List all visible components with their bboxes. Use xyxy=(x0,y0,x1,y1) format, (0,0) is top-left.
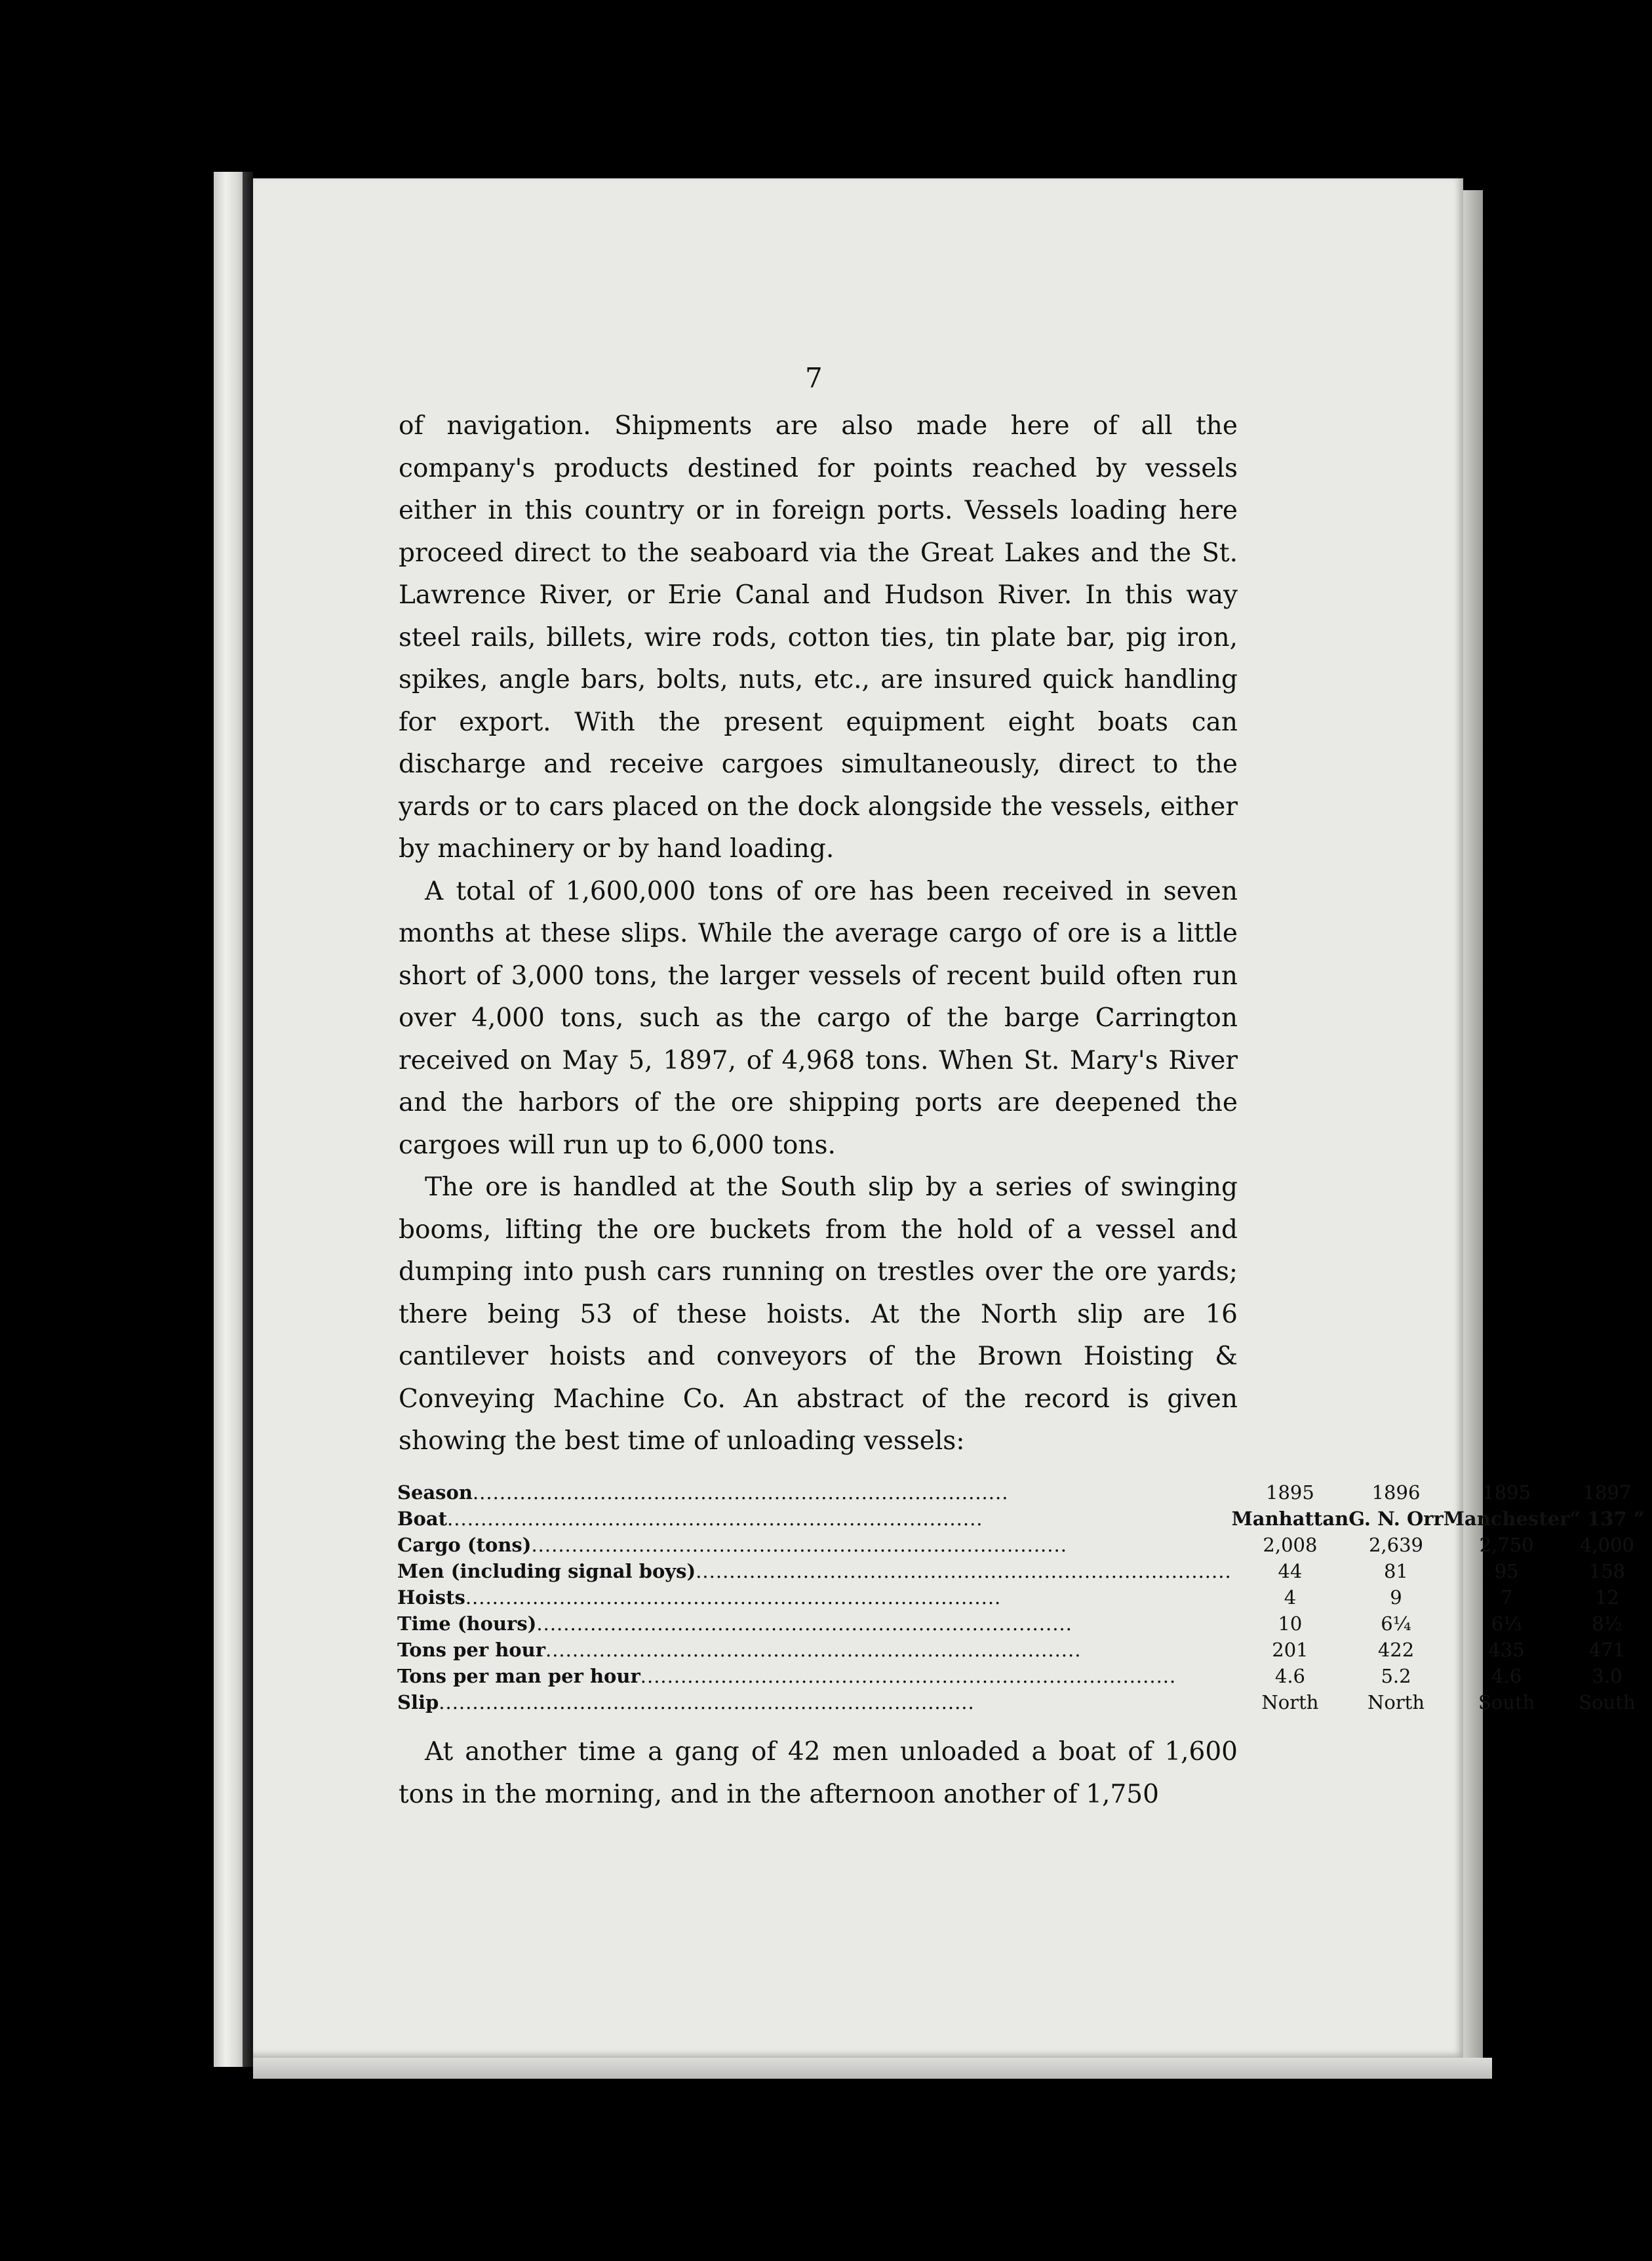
table-cell: 12 xyxy=(1595,1586,1619,1609)
table-row xyxy=(397,1637,1645,1663)
dot-leader: ................................................................................ xyxy=(536,1612,1072,1635)
table-cell: 1895 xyxy=(1266,1481,1314,1504)
table-cell: 3.0 xyxy=(1592,1665,1622,1687)
body-text-continued xyxy=(399,1731,1238,1816)
table-cell: 4 xyxy=(1284,1586,1297,1609)
table-cell: 4.6 xyxy=(1491,1665,1522,1687)
paragraph-2: A total of 1,600,000 tons of ore has been received in seven months at these slips. While the average cargo of ore is a little short of 3,000 tons, the larger vessels of recent build often run over 4,000 tons, such as the cargo of the barge Carrington received on May 5, 1897, of 4,968 tons. When St. Mary's River and the harbors of the ore shipping ports are deepened the cargoes will run up to 6,000 tons. xyxy=(399,876,1238,1160)
table-cell: 10 xyxy=(1278,1612,1303,1635)
dot-leader: ................................................................................ xyxy=(696,1560,1232,1582)
table-cell: G. N. Orr xyxy=(1348,1508,1444,1530)
table-cell: 201 xyxy=(1272,1639,1308,1661)
closing-paragraph: At another time a gang of 42 men unloaded a boat of 1,600 tons in the morning, and in the afternoon another of 1,750 xyxy=(399,1737,1238,1809)
table-cell: 158 xyxy=(1588,1560,1626,1582)
page-number: 7 xyxy=(805,362,823,394)
row-label: Hoists................................................................................ xyxy=(397,1586,1002,1609)
table-cell: 2,008 xyxy=(1263,1534,1318,1556)
table-cell: 1897 xyxy=(1583,1481,1632,1504)
row-label: Tons per hour................................................................................ xyxy=(397,1639,1082,1661)
table-cell: 6¼ xyxy=(1381,1612,1411,1635)
page-edge-right xyxy=(1463,190,1483,2066)
table-cell: 4.6 xyxy=(1274,1665,1305,1687)
table-cell: North xyxy=(1261,1691,1319,1713)
table-cell: 1896 xyxy=(1371,1481,1421,1504)
table-row xyxy=(397,1689,1645,1715)
row-label: Men (including signal boys)................................................................................ xyxy=(397,1560,1232,1582)
row-label: Boat................................................................................ xyxy=(397,1508,983,1530)
row-label: Slip................................................................................ xyxy=(397,1691,975,1713)
table-row xyxy=(397,1479,1645,1506)
table-row xyxy=(397,1558,1645,1584)
table-cell: 422 xyxy=(1377,1639,1415,1661)
row-label: Cargo (tons)................................................................................ xyxy=(397,1534,1067,1556)
table-cell: 5.2 xyxy=(1381,1665,1411,1687)
row-label: Season................................................................................ xyxy=(397,1481,1009,1504)
table-row xyxy=(397,1584,1645,1611)
table-row xyxy=(397,1611,1645,1637)
table-cell: 7 xyxy=(1500,1586,1513,1609)
row-label: Tons per man per hour................................................................................ xyxy=(397,1665,1177,1687)
table-cell: 2,639 xyxy=(1368,1534,1424,1556)
dot-leader: ................................................................................ xyxy=(545,1639,1082,1661)
table-cell: South xyxy=(1579,1691,1636,1713)
table-cell: 95 xyxy=(1494,1560,1519,1582)
spine-shadow xyxy=(243,172,253,2067)
table-cell: South xyxy=(1478,1691,1535,1713)
body-text xyxy=(399,405,1238,1463)
table-cell: Manchester xyxy=(1443,1508,1570,1530)
row-label: Time (hours)................................................................................ xyxy=(397,1612,1072,1635)
table-cell: “ 137 ” xyxy=(1569,1508,1645,1530)
table-row xyxy=(397,1506,1645,1532)
table-cell: 2,750 xyxy=(1479,1534,1534,1556)
table-cell: Manhattan xyxy=(1231,1508,1349,1530)
table-cell: 81 xyxy=(1384,1560,1408,1582)
table-cell: 6⅓ xyxy=(1491,1612,1522,1635)
dot-leader: ................................................................................ xyxy=(531,1534,1067,1556)
page-edge-bottom xyxy=(253,2058,1492,2079)
dot-leader: ................................................................................ xyxy=(447,1508,983,1530)
dot-leader: ................................................................................ xyxy=(465,1586,1002,1609)
table-cell: North xyxy=(1367,1691,1425,1713)
table-cell: 4,000 xyxy=(1579,1534,1634,1556)
table-row xyxy=(397,1663,1645,1689)
paragraph-3: The ore is handled at the South slip by a series of swinging booms, lifting the ore buckets from the hold of a vessel and dumping into push cars running on trestles over the ore yards; there being 53 of these hoists. At the North slip are 16 cantilever hoists and conveyors of the Brown Hoisting & Conveying Machine Co. An abstract of the record is given showing the best time of unloading vessels: xyxy=(399,1172,1238,1456)
table-cell: 44 xyxy=(1278,1560,1303,1582)
table-cell: 471 xyxy=(1588,1639,1626,1661)
table-row xyxy=(397,1532,1645,1558)
table-cell: 435 xyxy=(1488,1639,1525,1661)
dot-leader: ................................................................................ xyxy=(640,1665,1177,1687)
table-cell: 1895 xyxy=(1482,1481,1531,1504)
dot-leader: ................................................................................ xyxy=(439,1691,975,1713)
unloading-record-table xyxy=(397,1479,1645,1715)
dot-leader: ................................................................................ xyxy=(472,1481,1009,1504)
table-cell: 8½ xyxy=(1592,1612,1622,1635)
table-cell: 9 xyxy=(1390,1586,1402,1609)
paragraph-1: of navigation. Shipments are also made here of all the company's products destined for points reached by vessels either in this country or in foreign ports. Vessels loading here proceed direct to the seaboard via the Great Lakes and the St. Lawrence River, or Erie Canal and Hudson River. In this way steel rails, billets, wire rods, cotton ties, tin plate bar, pig iron, spikes, angle bars, bolts, nuts, etc., are insured quick handling for export. With the present equipment eight boats can discharge and receive cargoes simultaneously, direct to the yards or to cars placed on the dock alongside the vessels, either by machinery or by hand loading. xyxy=(399,411,1238,864)
